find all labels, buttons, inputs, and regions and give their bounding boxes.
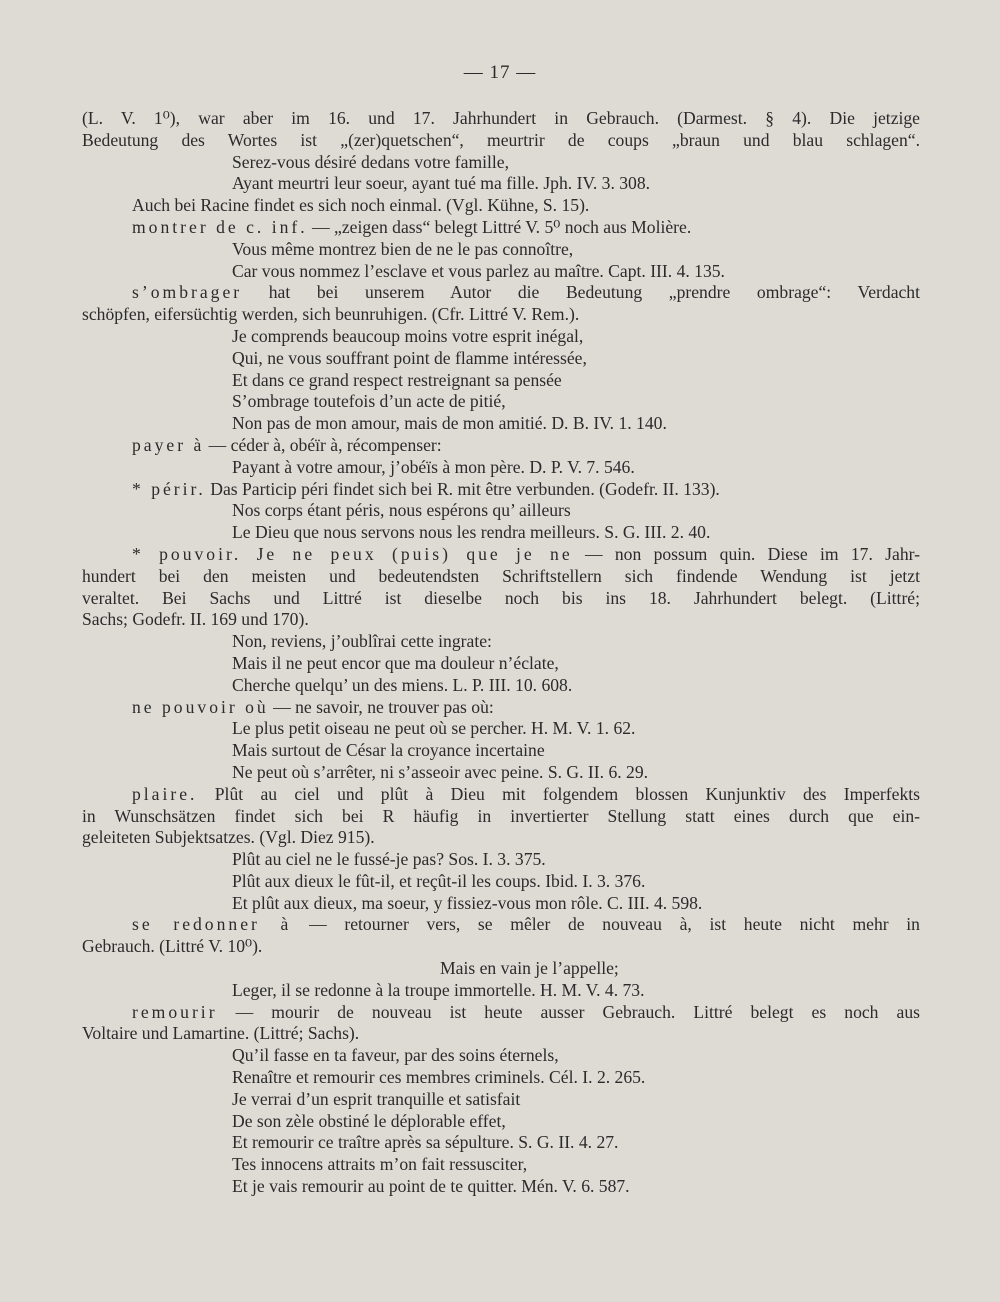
line-text: Cherche quelqu’ un des miens. L. P. III. 10. 608. bbox=[232, 674, 573, 695]
text-line bbox=[82, 871, 920, 893]
line-text: Serez-vous désiré dedans votre famille, bbox=[232, 151, 509, 172]
text-line bbox=[82, 500, 920, 522]
line-text: Mais surtout de César la croyance incertaine bbox=[232, 740, 545, 761]
line-text: Sachs; Godefr. II. 169 und 170). bbox=[82, 609, 309, 630]
text-line bbox=[82, 130, 920, 152]
line-text: Et remourir ce traître après sa sépulture. S. G. II. 4. 27. bbox=[232, 1132, 619, 1153]
line-text: Plût au ciel und plût à Dieu mit folgendem blossen Kunjunktiv des Imperfekts bbox=[197, 783, 920, 804]
text-line bbox=[82, 740, 920, 762]
line-text: Payant à votre amour, j’obéïs à mon père. D. P. V. 7. 546. bbox=[232, 456, 635, 477]
line-text: veraltet. Bei Sachs und Littré ist dieselbe noch bis ins 18. Jahrhundert belegt. (Littré; bbox=[82, 587, 920, 608]
text-line bbox=[82, 1002, 920, 1024]
headword: plaire. bbox=[132, 783, 198, 804]
text-line bbox=[82, 697, 920, 719]
text-line bbox=[82, 914, 920, 936]
text-line bbox=[82, 457, 920, 479]
headword: ne pouvoir où bbox=[132, 696, 269, 717]
line-text: Je verrai d’un esprit tranquille et satisfait bbox=[232, 1088, 521, 1109]
line-text: Et je vais remourir au point de te quitter. Mén. V. 6. 587. bbox=[232, 1176, 630, 1197]
text-line bbox=[82, 217, 920, 239]
headword: payer à bbox=[132, 434, 205, 455]
text-line bbox=[82, 108, 920, 130]
line-text: Leger, il se redonne à la troupe immortelle. H. M. V. 4. 73. bbox=[232, 979, 645, 1000]
text-line bbox=[82, 239, 920, 261]
line-text: Et plût aux dieux, ma soeur, y fissiez-vous mon rôle. C. III. 4. 598. bbox=[232, 892, 703, 913]
line-text: Je comprends beaucoup moins votre esprit inégal, bbox=[232, 325, 584, 346]
line-text: schöpfen, eifersüchtig werden, sich beunruhigen. (Cfr. Littré V. Rem.). bbox=[82, 304, 580, 325]
line-text: Voltaire und Lamartine. (Littré; Sachs). bbox=[82, 1023, 360, 1044]
headword: remourir bbox=[132, 1001, 218, 1022]
text-line bbox=[82, 980, 920, 1002]
headword: * pouvoir. Je ne peux (puis) que je ne bbox=[132, 543, 573, 564]
text-line bbox=[82, 784, 920, 806]
text-line bbox=[82, 806, 920, 828]
text-line bbox=[82, 631, 920, 653]
text-line bbox=[82, 958, 920, 980]
text-line bbox=[82, 348, 920, 370]
line-text: Car vous nommez l’esclave et vous parlez au maître. Capt. III. 4. 135. bbox=[232, 260, 725, 281]
text-line bbox=[82, 718, 920, 740]
line-text: Ne peut où s’arrêter, ni s’asseoir avec peine. S. G. II. 6. 29. bbox=[232, 761, 649, 782]
text-line bbox=[82, 827, 920, 849]
text-line bbox=[82, 370, 920, 392]
line-text: Qu’il fasse en ta faveur, par des soins éternels, bbox=[232, 1045, 559, 1066]
line-text: in Wunschsätzen findet sich bei R häufig in invertierter Stellung statt eines durch que ein- bbox=[82, 805, 920, 826]
line-text: Ayant meurtri leur soeur, ayant tué ma fille. Jph. IV. 3. 308. bbox=[232, 173, 651, 194]
text-line bbox=[82, 609, 920, 631]
text-line bbox=[82, 391, 920, 413]
line-text: De son zèle obstiné le déplorable effet, bbox=[232, 1110, 506, 1131]
line-text: Auch bei Racine findet es sich noch einmal. (Vgl. Kühne, S. 15). bbox=[132, 195, 590, 216]
line-text: (L. V. 1⁰), war aber im 16. und 17. Jahrhundert in Gebrauch. (Darmest. § 4). Die jetzige bbox=[82, 108, 920, 128]
line-text: — mourir de nouveau ist heute ausser Gebrauch. Littré belegt es noch aus bbox=[217, 1001, 920, 1022]
text-line bbox=[82, 173, 920, 195]
line-text: geleiteten Subjektsatzes. (Vgl. Diez 915). bbox=[82, 827, 375, 848]
text-line bbox=[82, 435, 920, 457]
line-text: hundert bei den meisten und bedeutendsten Schriftstellern sich findende Wendung ist jetzt bbox=[82, 565, 920, 586]
line-text: Non, reviens, j’oublîrai cette ingrate: bbox=[232, 631, 492, 652]
line-text: Plût aux dieux le fût-il, et reçût-il les coups. Ibid. I. 3. 376. bbox=[232, 870, 646, 891]
headword: s’ombrager bbox=[132, 282, 243, 303]
text-line bbox=[82, 479, 920, 501]
line-text: Nos corps étant péris, nous espérons qu’ ailleurs bbox=[232, 500, 571, 521]
headword: montrer de c. inf. bbox=[132, 216, 308, 237]
headword: * périr. bbox=[132, 478, 206, 499]
text-line bbox=[82, 1111, 920, 1133]
text-line bbox=[82, 152, 920, 174]
line-text: Mais il ne peut encor que ma douleur n’éclate, bbox=[232, 652, 559, 673]
line-text: Qui, ne vous souffrant point de flamme intéressée, bbox=[232, 347, 587, 368]
text-line bbox=[82, 936, 920, 958]
text-line bbox=[82, 1089, 920, 1111]
line-text: Plût au ciel ne le fussé-je pas? Sos. I. 3. 375. bbox=[232, 849, 546, 870]
line-text: — ne savoir, ne trouver pas où: bbox=[268, 696, 494, 717]
line-text: Gebrauch. (Littré V. 10⁰). bbox=[82, 936, 263, 957]
text-line bbox=[82, 1132, 920, 1154]
line-text: hat bei unserem Autor die Bedeutung „prendre ombrage“: Verdacht bbox=[242, 282, 920, 303]
text-line bbox=[82, 1023, 920, 1045]
text-line bbox=[82, 675, 920, 697]
line-text: Non pas de mon amour, mais de mon amitié. D. B. IV. 1. 140. bbox=[232, 413, 667, 434]
text-line bbox=[82, 413, 920, 435]
page-number: — 17 — bbox=[463, 62, 537, 83]
line-text: Das Particip péri findet sich bei R. mit être verbunden. (Godefr. II. 133). bbox=[205, 478, 720, 499]
line-text: Tes innocens attraits m’on fait ressusciter, bbox=[232, 1154, 528, 1175]
text-line bbox=[82, 653, 920, 675]
line-text: — céder à, obéïr à, récompenser: bbox=[204, 434, 442, 455]
line-text: — non possum quin. Diese im 17. Jahr- bbox=[572, 543, 920, 564]
line-text: Vous même montrez bien de ne le pas connoître, bbox=[232, 238, 574, 259]
headword: se redonner à bbox=[132, 914, 292, 935]
text-line bbox=[82, 304, 920, 326]
body-text bbox=[82, 108, 920, 1198]
text-line bbox=[82, 893, 920, 915]
line-text: Bedeutung des Wortes ist „(zer)quetschen“, meurtrir de coups „braun und blau schlagen“. bbox=[82, 129, 920, 150]
text-line bbox=[82, 588, 920, 610]
line-text: Renaître et remourir ces membres criminels. Cél. I. 2. 265. bbox=[232, 1067, 646, 1088]
text-line bbox=[82, 326, 920, 348]
text-line bbox=[82, 849, 920, 871]
line-text: — retourner vers, se mêler de nouveau à, ist heute nicht mehr in bbox=[291, 914, 920, 935]
text-line bbox=[82, 1067, 920, 1089]
text-line bbox=[82, 282, 920, 304]
text-line bbox=[82, 261, 920, 283]
line-text: Mais en vain je l’appelle; bbox=[440, 958, 619, 979]
line-text: Le Dieu que nous servons nous les rendra meilleurs. S. G. III. 2. 40. bbox=[232, 522, 711, 543]
text-line bbox=[82, 566, 920, 588]
text-line bbox=[82, 1045, 920, 1067]
text-line bbox=[82, 1176, 920, 1198]
text-line bbox=[82, 544, 920, 566]
line-text: — „zeigen dass“ belegt Littré V. 5⁰ noch aus Molière. bbox=[307, 216, 692, 237]
line-text: Et dans ce grand respect restreignant sa pensée bbox=[232, 369, 562, 390]
text-line bbox=[82, 1154, 920, 1176]
line-text: S’ombrage toutefois d’un acte de pitié, bbox=[232, 391, 506, 412]
line-text: Le plus petit oiseau ne peut où se percher. H. M. V. 1. 62. bbox=[232, 718, 636, 739]
text-line bbox=[82, 522, 920, 544]
text-line bbox=[82, 195, 920, 217]
text-line bbox=[82, 762, 920, 784]
